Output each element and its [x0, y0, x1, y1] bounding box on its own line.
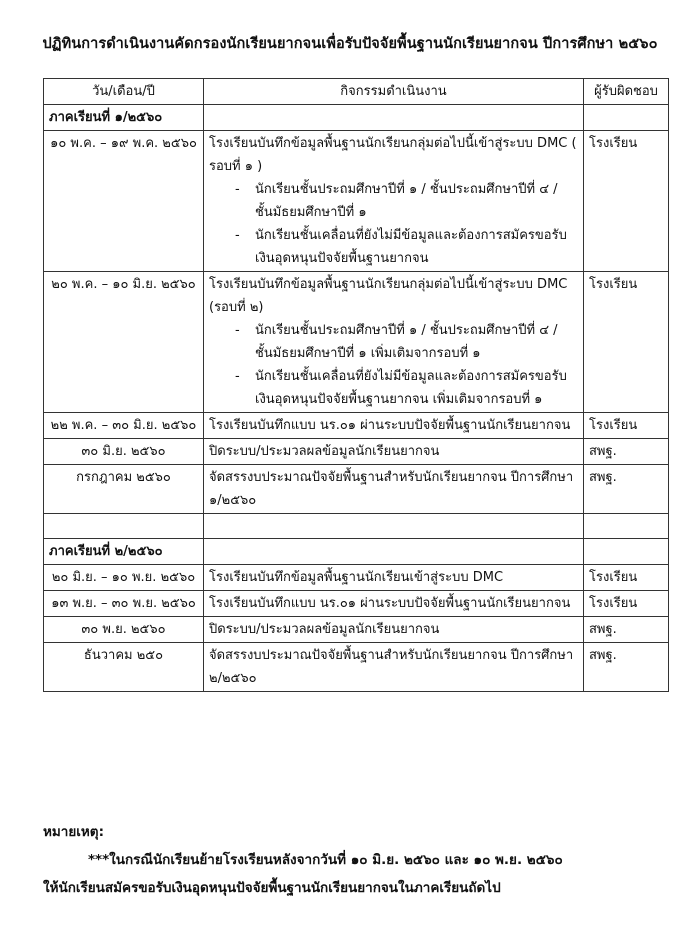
activity-sublist	[209, 319, 578, 411]
activity-cell: จัดสรรงบประมาณปัจจัยพื้นฐานสำหรับนักเรียนยากจน ปีการศึกษา ๑/๒๕๖๐	[204, 465, 584, 514]
responsible-cell: สพฐ.	[584, 465, 669, 514]
list-item: - นักเรียนชั้นเคลื่อนที่ยังไม่มีข้อมูลและต้องการสมัครขอรับเงินอุดหนุนปัจจัยพื้นฐานยากจน	[235, 224, 578, 270]
responsible-cell: โรงเรียน	[584, 131, 669, 272]
semester-2-label: ภาคเรียนที่ ๒/๒๕๖๐	[44, 539, 204, 565]
list-item: - นักเรียนชั้นประถมศึกษาปีที่ ๑ / ชั้นประถมศึกษาปีที่ ๔ / ชั้นมัธยมศึกษาปีที่ ๑ เพิ่มเติมจากรอบที่ ๑	[235, 319, 578, 365]
table-row-empty	[44, 514, 669, 539]
semester-1-label: ภาคเรียนที่ ๑/๒๕๖๐	[44, 105, 204, 131]
date-cell: ๒๒ พ.ค. – ๓๐ มิ.ย. ๒๕๖๐	[44, 413, 204, 439]
list-item: - นักเรียนชั้นเคลื่อนที่ยังไม่มีข้อมูลและต้องการสมัครขอรับเงินอุดหนุนปัจจัยพื้นฐานยากจน เพิ่มเติมจากรอบที่ ๑	[235, 365, 578, 411]
activity-cell	[204, 272, 584, 413]
activity-text: โรงเรียนบันทึกข้อมูลพื้นฐานนักเรียนกลุ่มต่อไปนี้เข้าสู่ระบบ DMC (รอบที่ ๒)	[209, 277, 568, 315]
list-item: - นักเรียนชั้นประถมศึกษาปีที่ ๑ / ชั้นประถมศึกษาปีที่ ๔ / ชั้นมัธยมศึกษาปีที่ ๑	[235, 178, 578, 224]
activity-cell: โรงเรียนบันทึกแบบ นร.๐๑ ผ่านระบบปัจจัยพื้นฐานนักเรียนยากจน	[204, 413, 584, 439]
table-row	[44, 465, 669, 514]
activity-cell: โรงเรียนบันทึกข้อมูลพื้นฐานนักเรียนเข้าสู่ระบบ DMC	[204, 565, 584, 591]
header-activity: กิจกรรมดำเนินงาน	[204, 79, 584, 105]
date-cell: ธันวาคม ๒๕๐	[44, 643, 204, 692]
date-cell: ๓๐ พ.ย. ๒๕๖๐	[44, 617, 204, 643]
activity-cell: จัดสรรงบประมาณปัจจัยพื้นฐานสำหรับนักเรียนยากจน ปีการศึกษา ๒/๒๕๖๐	[204, 643, 584, 692]
page-title: ปฏิทินการดำเนินงานคัดกรองนักเรียนยากจนเพื่อรับปัจจัยพื้นฐานนักเรียนยากจน ปีการศึกษา ๒๕๖๐	[42, 36, 658, 52]
header-date: วัน/เดือน/ปี	[44, 79, 204, 105]
responsible-cell: สพฐ.	[584, 439, 669, 465]
header-responsible: ผู้รับผิดชอบ	[584, 79, 669, 105]
responsible-cell: โรงเรียน	[584, 272, 669, 413]
note-heading: หมายเหตุ:	[43, 824, 104, 840]
activity-cell	[204, 131, 584, 272]
table-row	[44, 617, 669, 643]
note-line-2: ให้นักเรียนสมัครขอรับเงินอุดหนุนปัจจัยพื้นฐานนักเรียนยากจนในภาคเรียนถัดไป	[43, 880, 501, 896]
note-line-1: ***ในกรณีนักเรียนย้ายโรงเรียนหลังจากวันที่ ๑๐ มิ.ย. ๒๕๖๐ และ ๑๐ พ.ย. ๒๕๖๐	[88, 852, 563, 868]
table-row	[44, 131, 669, 272]
date-cell: ๓๐ มิ.ย. ๒๕๖๐	[44, 439, 204, 465]
date-cell: ๑๓ พ.ย. – ๓๐ พ.ย. ๒๕๖๐	[44, 591, 204, 617]
table-header-row	[44, 79, 669, 105]
date-cell: ๒๐ มิ.ย. – ๑๐ พ.ย. ๒๕๖๐	[44, 565, 204, 591]
table-row	[44, 413, 669, 439]
table-row	[44, 272, 669, 413]
responsible-cell: โรงเรียน	[584, 413, 669, 439]
activity-cell: ปิดระบบ/ประมวลผลข้อมูลนักเรียนยากจน	[204, 439, 584, 465]
table-row	[44, 591, 669, 617]
responsible-cell: สพฐ.	[584, 617, 669, 643]
activity-cell: ปิดระบบ/ประมวลผลข้อมูลนักเรียนยากจน	[204, 617, 584, 643]
responsible-cell: สพฐ.	[584, 643, 669, 692]
semester-2-row	[44, 539, 669, 565]
schedule-table	[43, 78, 669, 692]
table-row	[44, 643, 669, 692]
table-row	[44, 565, 669, 591]
activity-text: โรงเรียนบันทึกข้อมูลพื้นฐานนักเรียนกลุ่มต่อไปนี้เข้าสู่ระบบ DMC ( รอบที่ ๑ )	[209, 136, 577, 174]
date-cell: กรกฎาคม ๒๕๖๐	[44, 465, 204, 514]
table-row	[44, 439, 669, 465]
date-cell: ๑๐ พ.ค. – ๑๙ พ.ค. ๒๕๖๐	[44, 131, 204, 272]
note-section	[43, 818, 673, 902]
date-cell: ๒๐ พ.ค. – ๑๐ มิ.ย. ๒๕๖๐	[44, 272, 204, 413]
responsible-cell: โรงเรียน	[584, 591, 669, 617]
activity-sublist	[209, 178, 578, 270]
responsible-cell: โรงเรียน	[584, 565, 669, 591]
semester-1-row	[44, 105, 669, 131]
activity-cell: โรงเรียนบันทึกแบบ นร.๐๑ ผ่านระบบปัจจัยพื้นฐานนักเรียนยากจน	[204, 591, 584, 617]
